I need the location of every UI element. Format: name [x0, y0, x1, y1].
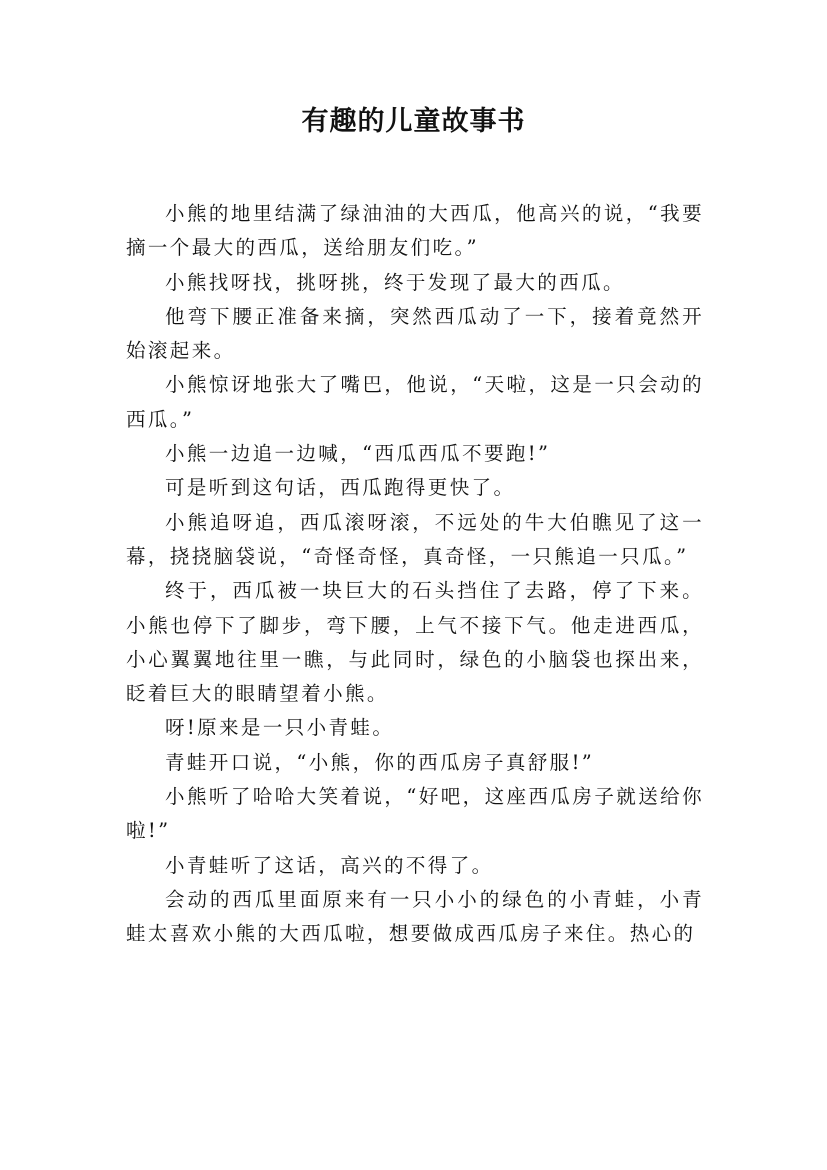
paragraph-6: 可是听到这句话，西瓜跑得更快了。: [165, 476, 516, 500]
paragraph-7: 小熊追呀追，西瓜滚呀滚，不远处的牛大伯瞧见了这一幕，挠挠脑袋说，“奇怪奇怪，真奇怪，一只熊追一只瓜。”: [126, 510, 704, 568]
paragraph-11: 小熊听了哈哈大笑着说，“好吧，这座西瓜房子就送给你啦!”: [126, 785, 704, 843]
paragraph-1: 小熊的地里结满了绿油油的大西瓜，他高兴的说，“我要摘一个最大的西瓜，送给朋友们吃。”: [126, 202, 704, 260]
paragraph-8: 终于，西瓜被一块巨大的石头挡住了去路，停了下来。小熊也停下了脚步，弯下腰，上气不接下气。他走进西瓜，小心翼翼地往里一瞧，与此同时，绿色的小脑袋也探出来，眨着巨大的眼睛望着小熊。: [126, 579, 704, 706]
paragraph-10: 青蛙开口说，“小熊，你的西瓜房子真舒服!”: [165, 750, 595, 774]
paragraph-13: 会动的西瓜里面原来有一只小小的绿色的小青蛙，小青蛙太喜欢小熊的大西瓜啦，想要做成西瓜房子来住。热心的: [126, 887, 704, 946]
paragraph-9: 呀!原来是一只小青蛙。: [165, 716, 395, 740]
page-title: 有趣的儿童故事书: [301, 106, 526, 137]
paragraph-3: 他弯下腰正准备来摘，突然西瓜动了一下，接着竟然开始滚起来。: [126, 304, 704, 363]
paragraph-2: 小熊找呀找，挑呀挑，终于发现了最大的西瓜。: [165, 270, 625, 294]
paragraph-5: 小熊一边追一边喊，“西瓜西瓜不要跑!”: [165, 442, 551, 466]
paragraph-4: 小熊惊讶地张大了嘴巴，他说，“天啦，这是一只会动的西瓜。”: [126, 373, 704, 431]
story-body: [126, 197, 704, 952]
paragraph-12: 小青蛙听了这话，高兴的不得了。: [165, 853, 494, 877]
